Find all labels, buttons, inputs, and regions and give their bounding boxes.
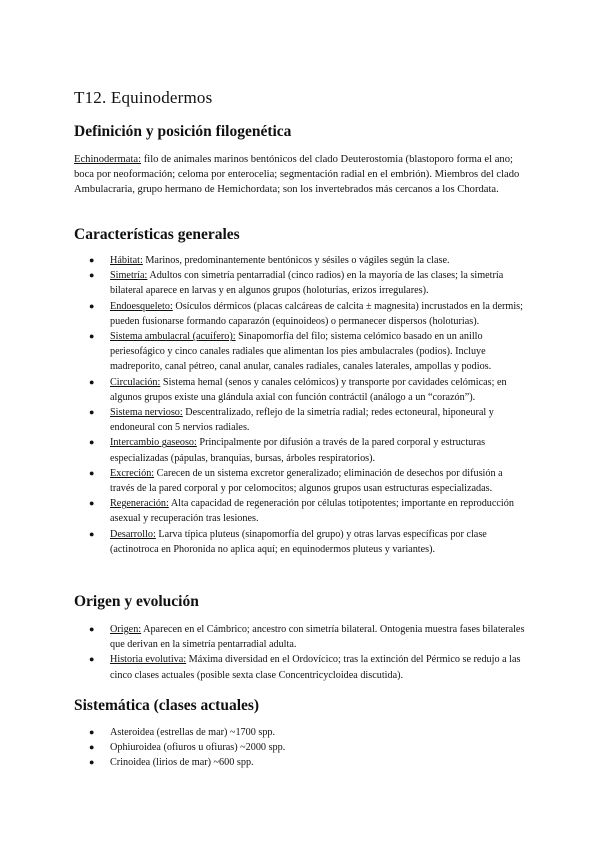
bullet-icon: ● xyxy=(89,270,95,281)
bullet-icon: ● xyxy=(89,528,95,539)
definition-paragraph xyxy=(74,152,526,197)
section-heading-definicion: Definición y posición filogenética xyxy=(74,123,292,140)
bullet-icon: ● xyxy=(89,467,95,478)
list-item: ● Sistema nervioso: Descentralizado, reflejo de la simetría radial; redes ectoneural, hiponeural y endoneural con 5 nervios radiales. xyxy=(89,407,494,434)
list-item: ● Asteroidea (estrellas de mar) ~1700 spp. xyxy=(74,725,526,740)
bullet-icon: ● xyxy=(89,407,95,418)
list-item: ● Excreción: Carecen de un sistema excretor generalizado; eliminación de desechos por difusión a través de la pared corporal y por celomocitos; algunos grupos usan estructuras especializadas. xyxy=(89,467,503,495)
section-heading-sistematica: Sistemática (clases actuales) xyxy=(74,697,260,714)
list-item: ● Historia evolutiva: Máxima diversidad en el Ordovícico; tras la extinción del Pérmico se redujo a las cinco clases actuales (posible sexta clase Concentricycloidea discutida). xyxy=(89,654,521,681)
page-title: T12. Equinodermos xyxy=(74,88,213,107)
bullet-icon: ● xyxy=(89,255,95,265)
bullet-icon: ● xyxy=(89,757,95,768)
list-item: ● Hábitat: Marinos, predominantemente bentónicos y sésiles o vágiles según la clase. xyxy=(74,253,526,268)
bullet-icon: ● xyxy=(89,300,95,311)
list-item: ● Desarrollo: Larva típica pluteus (sinapomorfía del grupo) y otras larvas específicas por clase (actinotroca en Phoronida no aplica aquí; en equinodermos pluteus y variantes). xyxy=(89,528,487,555)
section-heading-origen: Origen y evolución xyxy=(74,593,199,610)
bullet-icon: ● xyxy=(89,624,95,634)
list-item: ● Origen: Aparecen en el Cámbrico; ancestro con simetría bilateral. Ontogenia muestra fases bilaterales que derivan en la simetría pentarradial adulta. xyxy=(89,624,525,651)
list-item: ● Endoesqueleto: Osículos dérmicos (placas calcáreas de calcita ± magnesita) incrustados en la dermis; pueden fusionarse formando caparazón (equinoideos) o permanecer dispersos (holoturias). xyxy=(89,300,523,327)
bullet-icon: ● xyxy=(89,654,95,665)
bullet-icon: ● xyxy=(89,376,95,387)
bullet-icon: ● xyxy=(89,727,95,737)
list-item: ● Regeneración: Alta capacidad de regeneración por células totipotentes; importante en reproducción asexual y recuperación tras lesiones. xyxy=(89,498,514,525)
list-item: ● Ophiuroidea (ofiuros u ofiuras) ~2000 spp. xyxy=(74,740,526,755)
bullet-icon: ● xyxy=(89,331,95,342)
list-item: ● Circulación: Sistema hemal (senos y canales celómicos) y transporte por cavidades celómicas; en algunos grupos existe una glándula axial con función contráctil (análogo a un “corazón”). xyxy=(89,376,507,403)
bullet-icon: ● xyxy=(89,742,95,753)
definition-text: filo de animales marinos bentónicos del clado Deuterostomia (blastoporo forma el ano; boca por neoformación; celoma por enterocelia; segmentación radial en el embrión). Miembros del clado Ambulacraria, grupo hermano de Hemichordata; son los invertebrados más cercanos a los Chordata. xyxy=(74,154,520,195)
list-item: ● Simetría: Adultos con simetría pentarradial (cinco radios) en la mayoría de las clases; la simetría bilateral aparece en larvas y en algunos grupos (holoturias, erizos irregulares). xyxy=(89,270,504,297)
sistematica-list xyxy=(74,725,526,771)
list-item: ● Intercambio gaseoso: Principalmente por difusión a través de la pared corporal y estructuras especializadas (pápulas, branquias, bursas, árboles respiratorios). xyxy=(89,437,486,464)
caracteristicas-list xyxy=(74,253,526,557)
origen-list xyxy=(74,622,526,683)
term-echinodermata: Echinodermata: xyxy=(74,154,142,165)
section-heading-caracteristicas: Características generales xyxy=(74,226,240,243)
bullet-icon: ● xyxy=(89,437,95,448)
list-item: ● Crinoidea (lirios de mar) ~600 spp. xyxy=(74,755,526,770)
list-item: ● Sistema ambulacral (acuífero): Sinapomorfía del filo; sistema celómico basado en un anillo periesofágico y cinco canales radiales que alimentan los pies ambulacrales (podios). Incluye madreporito, canal pétreo, canal anular, canales radiales, canales laterales, ampollas y podios. xyxy=(89,331,492,373)
bullet-icon: ● xyxy=(89,498,95,509)
